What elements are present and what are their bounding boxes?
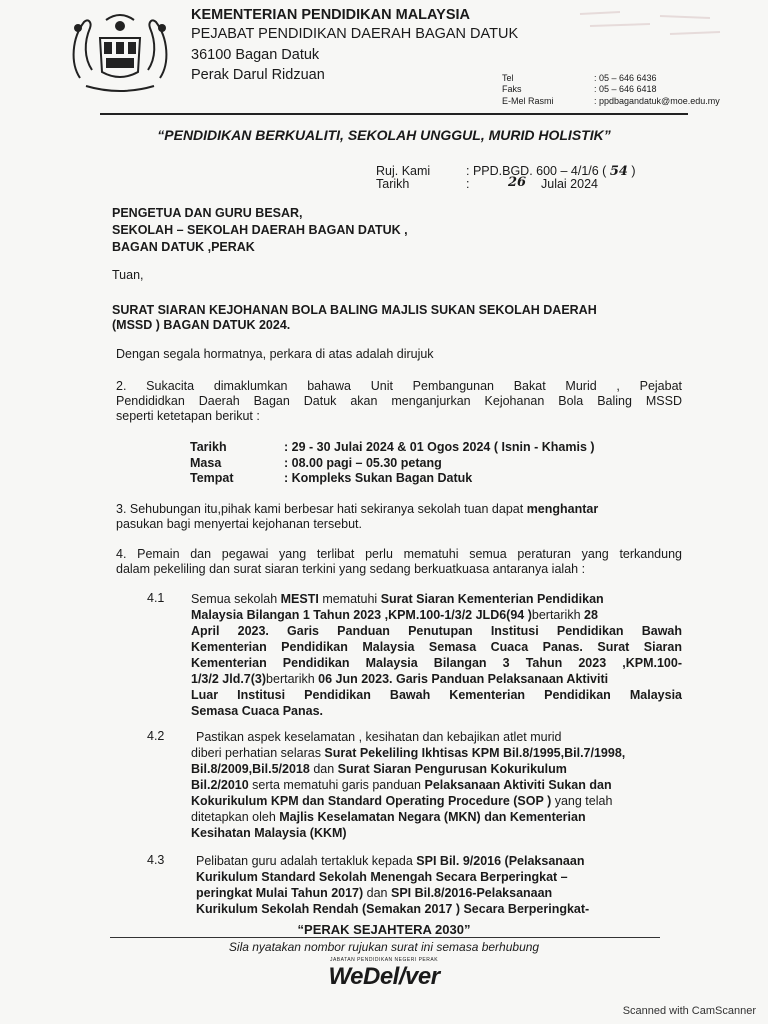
text: ditetapkan oleh xyxy=(191,810,280,824)
para3-text: 3. Sehubungan itu,pihak kami berbesar hati sekiranya sekolah tuan dapat xyxy=(116,502,527,516)
date-label: Tarikh xyxy=(376,177,410,191)
item-4-1-line-3: April 2023. Garis Panduan Penutupan Institusi Pendidikan Bawah xyxy=(191,624,682,638)
bold-text: Kokurikulum KPM dan Standard Operating Procedure (SOP ) xyxy=(191,794,552,808)
bold-text: 06 Jun 2023. Garis Panduan Pelaksanaan Aktiviti xyxy=(318,672,609,686)
ref-number: : PPD.BGD. 600 – 4/1/6 ( xyxy=(466,164,607,178)
date-month-year: Julai 2024 xyxy=(541,177,598,191)
contact-email-value: : ppdbagandatuk@moe.edu.my xyxy=(594,96,720,106)
footer-note: Sila nyatakan nombor rujukan surat ini semasa berhubung xyxy=(228,940,540,954)
contact-email-label: E-Mel Rasmi xyxy=(502,96,554,106)
item-4-2-line-1: Pastikan aspek keselamatan , kesihatan dan kebajikan atlet murid xyxy=(196,730,562,744)
para3-bold-text: menghantar xyxy=(526,502,599,516)
bold-text: Majlis Keselamatan Negara (MKN) dan Kementerian xyxy=(279,810,586,824)
bold-text: SPI Bil.8/2016-Pelaksanaan xyxy=(390,886,553,900)
item-4-1-line-8: Semasa Cuaca Panas. xyxy=(191,704,324,718)
bold-text: Surat Siaran Pengurusan Kokurikulum xyxy=(337,762,567,776)
para4-line-1: 4. Pemain dan pegawai yang terlibat perlu mematuhi semua peraturan yang terkandung xyxy=(116,547,682,561)
item-4-3-line-3 xyxy=(196,885,552,902)
text: Semua sekolah xyxy=(191,592,281,606)
event-time-value: : 08.00 pagi – 05.30 petang xyxy=(284,456,442,470)
item-4-1-line-4: Kementerian Pendidikan Malaysia Semasa Cuaca Panas. Surat Siaran xyxy=(191,640,682,654)
camscanner-watermark: Scanned with CamScanner xyxy=(622,1005,756,1017)
item-4-1-line-7: Luar Institusi Pendidikan Bawah Kementerian Pendidikan Malaysia xyxy=(191,688,682,702)
event-venue-label: Tempat xyxy=(190,471,234,485)
subject-line-2: (MSSD ) BAGAN DATUK 2024. xyxy=(112,318,291,332)
salutation: Tuan, xyxy=(112,268,144,282)
recipient-line-2: SEKOLAH – SEKOLAH DAERAH BAGAN DATUK , xyxy=(112,223,408,237)
item-4-3-number: 4.3 xyxy=(147,853,165,867)
bold-text: MESTI xyxy=(280,592,319,606)
item-4-3-line-4: Kurikulum Sekolah Rendah (Semakan 2017 ) Secara Berperingkat- xyxy=(196,902,590,916)
contact-fax-value: : 05 – 646 6418 xyxy=(594,84,657,94)
footer-slogan: “PERAK SEJAHTERA 2030” xyxy=(297,922,471,937)
office-name: PEJABAT PENDIDIKAN DAERAH BAGAN DATUK xyxy=(191,26,519,42)
para2-line-3: seperti ketetapan berikut : xyxy=(116,409,260,423)
date-handwritten-day: 26 xyxy=(508,175,527,190)
text: Pelibatan guru adalah tertakluk kepada xyxy=(196,854,417,868)
item-4-2-line-5 xyxy=(191,793,682,810)
header-divider xyxy=(100,113,688,115)
recipient-line-3: BAGAN DATUK ,PERAK xyxy=(112,240,255,254)
text: serta mematuhi garis panduan xyxy=(248,778,425,792)
item-4-2-line-3 xyxy=(191,761,682,778)
item-4-2-line-6 xyxy=(191,809,682,826)
ref-handwritten-number: 54 xyxy=(609,164,628,179)
footer-divider xyxy=(110,937,660,938)
item-4-2-number: 4.2 xyxy=(147,729,165,743)
malaysia-coat-of-arms-logo xyxy=(66,8,174,96)
bold-text: Bil.2/2010 xyxy=(191,778,249,792)
bold-text: peringkat Mulai Tahun 2017) xyxy=(196,886,364,900)
ref-close-paren: ) xyxy=(631,164,636,178)
motto: “PENDIDIKAN BERKUALITI, SEKOLAH UNGGUL, MURID HOLISTIK” xyxy=(157,127,611,143)
item-4-1-line-2 xyxy=(191,607,682,624)
text: yang telah xyxy=(551,794,613,808)
event-date-value: : 29 - 30 Julai 2024 & 01 Ogos 2024 ( Isnin - Khamis ) xyxy=(284,440,595,454)
event-time-label: Masa xyxy=(190,456,222,470)
bold-text: SPI Bil. 9/2016 (Pelaksanaan xyxy=(416,854,585,868)
text: bertarikh xyxy=(531,608,584,622)
bold-text: 28 xyxy=(584,608,598,622)
para3-line-2: pasukan bagi menyertai kejohanan tersebut. xyxy=(116,517,362,531)
office-address-town: 36100 Bagan Datuk xyxy=(191,47,320,63)
bold-text: Bil.8/2009,Bil.5/2018 xyxy=(191,762,310,776)
ref-label: Ruj. Kami xyxy=(376,164,431,178)
opening-line: Dengan segala hormatnya, perkara di atas adalah dirujuk xyxy=(116,347,434,361)
para2-line-2: Pendididkan Daerah Bagan Datuk akan menganjurkan Kejohanan Bola Baling MSSD xyxy=(116,394,682,408)
contact-fax-label: Faks xyxy=(502,84,522,94)
bold-text: Malaysia Bilangan 1 Tahun 2023 ,KPM.100-1/3/2 JLD6(94 ) xyxy=(191,608,532,622)
event-date-label: Tarikh xyxy=(190,440,227,454)
contact-tel-label: Tel xyxy=(502,73,514,83)
item-4-3-line-1 xyxy=(196,853,584,870)
item-4-1-number: 4.1 xyxy=(147,591,165,605)
date-colon: : xyxy=(466,177,470,191)
item-4-1-line-5: Kementerian Pendidikan Malaysia Bilangan 3 Tahun 2023 ,KPM.100- xyxy=(191,656,682,670)
item-4-2-line-4 xyxy=(191,777,682,794)
text: mematuhi xyxy=(318,592,381,606)
para2-line-1: 2. Sukacita dimaklumkan bahawa Unit Pembangunan Bakat Murid , Pejabat xyxy=(116,379,682,393)
bold-text: Surat Pekeliling Ikhtisas KPM Bil.8/1995,Bil.7/1998, xyxy=(324,746,626,760)
ministry-name: KEMENTERIAN PENDIDIKAN MALAYSIA xyxy=(191,7,471,23)
bold-text: 1/3/2 Jld.7(3) xyxy=(191,672,267,686)
subject-line-1: SURAT SIARAN KEJOHANAN BOLA BALING MAJLIS SUKAN SEKOLAH DAERAH xyxy=(112,303,597,317)
contact-tel-value: : 05 – 646 6436 xyxy=(594,73,657,83)
item-4-1-line-1 xyxy=(191,591,682,608)
wedeliver-logo: WeDel/ver xyxy=(328,963,440,990)
text: dan xyxy=(363,886,391,900)
event-venue-value: : Kompleks Sukan Bagan Datuk xyxy=(284,471,473,485)
bold-text: Surat Siaran Kementerian Pendidikan xyxy=(380,592,604,606)
text: diberi perhatian selaras xyxy=(191,746,325,760)
text: bertarikh xyxy=(266,672,319,686)
office-address-state: Perak Darul Ridzuan xyxy=(191,67,325,83)
item-4-1-line-6 xyxy=(191,671,682,688)
text: dan xyxy=(309,762,338,776)
recipient-line-1: PENGETUA DAN GURU BESAR, xyxy=(112,206,303,220)
wedeliver-caption: JABATAN PENDIDIKAN NEGERI PERAK xyxy=(329,957,439,963)
para4-line-2: dalam pekeliling dan surat siaran terkini yang sedang berkuatkuasa antaranya ialah : xyxy=(116,562,586,576)
item-4-3-line-2: Kurikulum Standard Sekolah Menengah Secara Berperingkat – xyxy=(196,870,568,884)
item-4-2-line-7: Kesihatan Malaysia (KKM) xyxy=(191,826,347,840)
item-4-2-line-2 xyxy=(191,745,682,762)
bold-text: Pelaksanaan Aktiviti Sukan dan xyxy=(424,778,612,792)
faded-stamp-mark xyxy=(560,4,730,50)
